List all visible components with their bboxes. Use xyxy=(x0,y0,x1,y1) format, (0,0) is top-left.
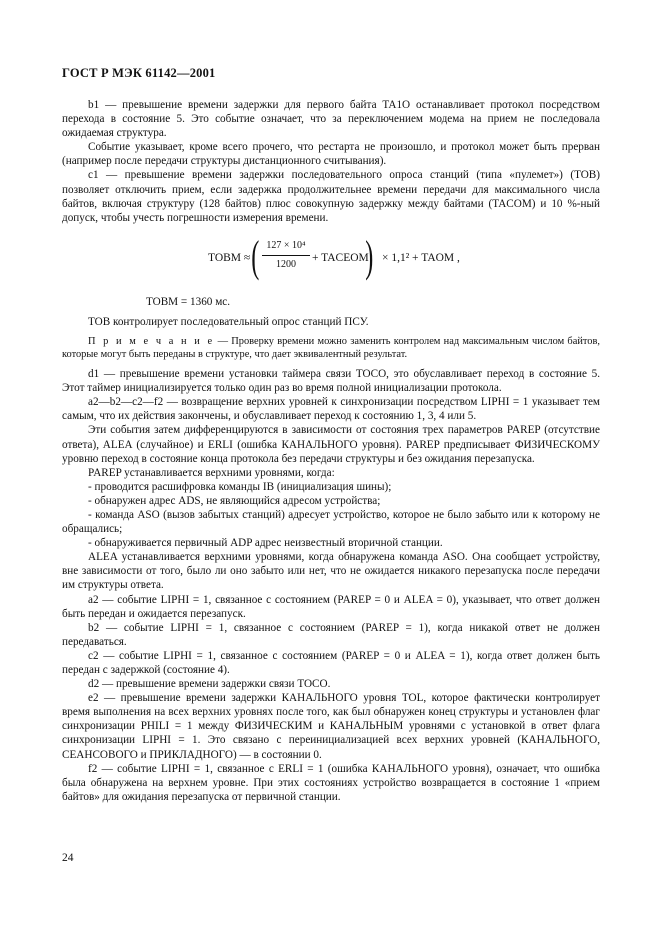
list-item: - обнаружен адрес ADS, не являющийся адресом устройства; xyxy=(88,494,381,507)
formula-lhs: TOBM ≈ xyxy=(208,251,251,264)
paragraph-tob: TOB контролирует последовательный опрос станций ПСУ. xyxy=(88,315,369,328)
formula-fraction xyxy=(262,239,310,272)
paragraph-b2: b2 — событие LIPHI = 1, связанное с состоянием (PAREP = 1), когда никакой ответ не должен передаваться. xyxy=(62,621,600,648)
paragraph-alea: ALEA устанавливается верхними уровнями, когда обнаружена команда ASO. Она сообщает устройству, вне зависимости от того, было ли оно забыто или нет, что не ожидается никакого перезапуска после передачи им структуры ответа. xyxy=(62,551,600,592)
list-item: - обнаруживается первичный ADP адрес неизвестный вторичной станции. xyxy=(88,537,443,550)
note-label: П р и м е ч а н и е xyxy=(88,336,215,348)
paragraph-d2: d2 — превышение времени задержки связи TOCO. xyxy=(88,678,331,691)
formula-denominator: 1200 xyxy=(276,258,296,270)
paragraph-f2: f2 — событие LIPHI = 1, связанное с ERLI = 1 (ошибка КАНАЛЬНОГО уровня), означает, что ошибка была обнаружена на верхнем уровне. При этих состояниях устройство возвращается в состояние 1 «прием байтов» для ожидания перезапуска от первичной станции. xyxy=(62,762,600,803)
paragraph-parameters: Эти события затем дифференцируются в зависимости от состояния трех параметров PAREP (отсутствие ответа), ALEA (случайное) и ERLI (ошибка КАНАЛЬНОГО уровня). PAREP предписывает ФИЗИЧЕСКОМУ уровню переход в состояние конца протокола без передачи структуры и без ожидания перезапуска. xyxy=(62,424,600,465)
paragraph-c1: c1 — превышение времени задержки последовательного опроса станций (типа «пулемет») (TOB) позволяет отключить прием, если задержка продолжительнее времени передачи для максимального числа байтов, включая структуру (128 байтов) плюс совокупную задержку между байтами (TACOM) и 10 %-ный допуск, чтобы учесть погрешности измерения времени. xyxy=(62,169,600,224)
paragraph-parep: PAREP устанавливается верхними уровнями, когда: xyxy=(88,466,335,479)
formula-tail: × 1,1² + TAOM , xyxy=(382,251,460,264)
paragraph-c2: c2 — событие LIPHI = 1, связанное с состоянием (PAREP = 0 и ALEA = 1), когда ответ должен быть передан с задержкой (состояние 4). xyxy=(62,649,600,676)
parep-conditions-list xyxy=(62,480,600,550)
paragraph-a2: a2 — событие LIPHI = 1, связанное с состоянием (PAREP = 0 и ALEA = 0), указывает, что ответ должен быть передан и ожидается перезапуск. xyxy=(62,593,600,620)
note xyxy=(62,335,600,361)
page-number: 24 xyxy=(62,852,74,864)
formula-mid: + TACEOM xyxy=(312,251,369,264)
paragraph-e2: e2 — превышение времени задержки КАНАЛЬНОГО уровня TOL, которое фактически контролирует время выполнения на всех верхних уровнях после того, как был обнаружен конец структуры и установлен флаг синхронизации PHILI = 1 между ФИЗИЧЕСКИМ и КАНАЛЬНЫМ уровнями с установкой в ответ флага синхронизации LIPHI = 1. Это связано с переинициализацией всех верхних уровней (КАНАЛЬНОГО, СЕАНСОВОГО и ПРИКЛАДНОГО) — в состоянии 0. xyxy=(62,692,600,761)
note-text: — Проверку времени можно заменить контролем над максимальным числом байтов, которые могут быть переданы в структуре, что дает эквивалентный результат. xyxy=(62,336,600,361)
paragraph-a2-b2-c2-f2: a2—b2—c2—f2 — возвращение верхних уровней к синхронизации посредством LIPHI = 1 указывает тем самым, что их действия закончены, и обуславливает переход к состоянию 1, 3, 4 или 5. xyxy=(62,396,600,423)
body-text xyxy=(62,98,600,804)
list-item: - проводится расшифровка команды IB (инициализация шины); xyxy=(88,480,392,493)
paragraph-event: Событие указывает, кроме всего прочего, что рестарта не произошло, и протокол может быть прерван (например после передачи структуры дистанционного считывания). xyxy=(62,141,600,168)
list-item: - команда ASO (вызов забытых станций) адресует устройство, которое не было забыто или к которому не обращались; xyxy=(62,508,600,536)
paragraph-b1: b1 — превышение времени задержки для первого байта TA1O останавливает протокол посредством перехода в состояние 5. Это событие означает, что за переключением модема на прием не последовала ожидаемая структура. xyxy=(62,99,600,140)
formula-numerator: 127 × 10⁴ xyxy=(262,239,310,256)
formula-paren-right: ) xyxy=(365,231,374,281)
formula-tobm xyxy=(62,231,600,293)
page-header: ГОСТ Р МЭК 61142—2001 xyxy=(62,66,216,80)
formula-paren-left: ( xyxy=(251,231,260,281)
formula-result: TOBM = 1360 мс. xyxy=(146,295,231,308)
paragraph-d1: d1 — превышение времени установки таймера связи TOCO, это обуславливает переход в состояние 5. Этот таймер инициализируется только один раз во время полной инициализации протокола. xyxy=(62,368,600,395)
